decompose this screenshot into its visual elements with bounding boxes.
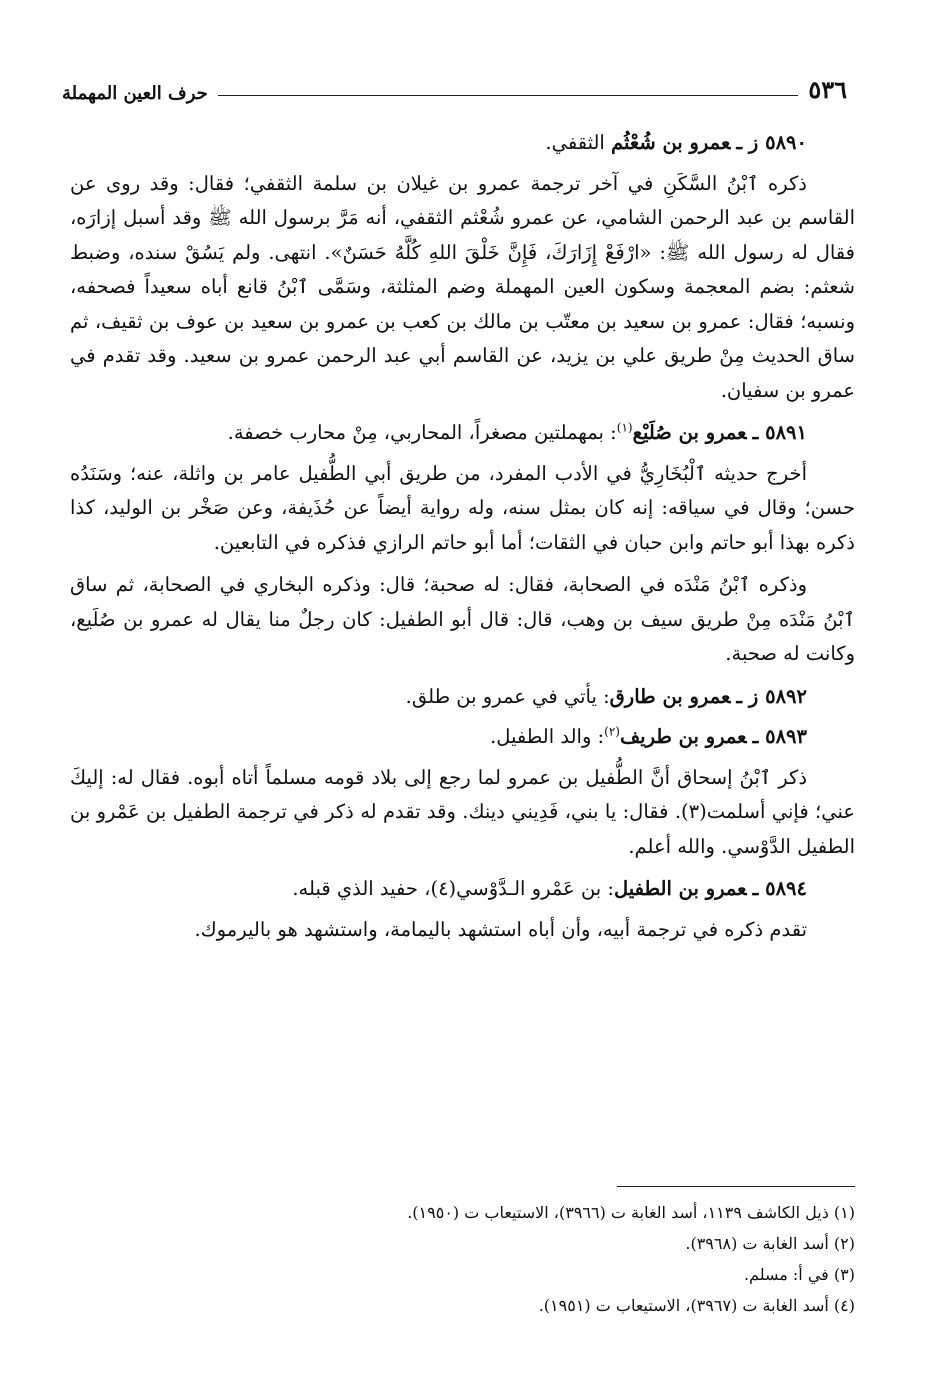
main-text: [70, 126, 855, 955]
entry-name: عمرو بن طارق: [609, 684, 731, 708]
footnote-3: (٣) في أ: مسلم.: [743, 1265, 855, 1284]
entry-name: عمرو بن شُعْثُم: [611, 131, 731, 154]
entry-paragraph: وذكره ٱبْنُ مَنْدَه في الصحابة، فقال: له صحبة؛ قال: وذكره البخاري في الصحابة، ثم ساق ٱبْنُ مَنْدَه مِنْ طريق سيف بن وهب، قال: قال أبو الطفيل: كان رجلٌ منا يقال له عمرو بن صُلَيع، وكانت له صحبة.: [70, 573, 855, 665]
entry-heading-5892: [70, 680, 855, 715]
entry-paragraph: تقدم ذكره في ترجمة أبيه، وأن أباه استشهد باليمامة، واستشهد هو باليرموك.: [194, 917, 807, 941]
entry-description: : والد الطفيل.: [490, 725, 605, 748]
entry-paragraph: ذكره ٱبْنُ السَّكَنِ في آخر ترجمة عمرو بن غيلان بن سلمة الثقفي؛ فقال: وقد روى عن القاسم بن عبد الرحمن الشامي، عن عمرو شُعْثم الثقفي، أنه مَرَّ برسول الله ﷺ وقد أسبل إزارَه، فقال له رسول الله ﷺ: «ارْفَعْ إِزَارَكَ، فَإِنَّ خَلْقَ اللهِ كُلَّهُ حَسَنٌ». انتهى. ولم يَسُقْ سنده، وضبط شعثم: بضم المعجمة وسكون العين المهملة وضم المثلثة، وسَمَّى ٱبْنُ قانع أباه سعيداً فصحفه، ونسبه؛ فقال: عمرو بن سعيد بن معتّب بن مالك بن كعب بن عمرو بن سعيد بن عوف بن ثقيف، ثم ساق الحديث مِنْ طريق علي بن يزيد، عن القاسم أبي عبد الرحمن عمرو بن سعيد. وقد تقدم في عمرو بن سفيان.: [70, 171, 855, 402]
footnote-2: (٢) أسد الغابة ت (٣٩٦٨).: [685, 1234, 855, 1253]
footnote-rule: [617, 1186, 855, 1187]
entry-number: ٥٨٩٤ ـ: [752, 877, 807, 900]
footnote-4: (٤) أسد الغابة ت (٣٩٦٧)، الاستيعاب ت (١٩٥١).: [538, 1296, 855, 1315]
header-rule: [218, 95, 799, 96]
entry-heading-5894: [70, 872, 855, 907]
entry-heading-5891: [70, 416, 855, 451]
entry-name: عمرو بن الطفيل: [614, 877, 747, 900]
entry-description: : بن عَمْرو الـدَّوْسي(٤)، حفيد الذي قبله.: [292, 877, 614, 900]
footnote-1: (١) ذيل الكاشف ١١٣٩، أسد الغابة ت (٣٩٦٦)، الاستيعاب ت (١٩٥٠).: [407, 1203, 855, 1222]
footnote-marker: (١): [616, 420, 633, 435]
entry-number: ٥٨٩٣ ـ: [752, 725, 807, 748]
entry-number: ٥٨٩١ ـ: [752, 421, 807, 444]
page-number: ٥٣٦: [808, 75, 847, 104]
entry-name: عمرو بن طريف: [619, 725, 747, 748]
entry-heading-5893: [70, 720, 855, 755]
entry-number: ٥٨٩٠ ز ـ: [736, 131, 807, 154]
running-title: حرف العين المهملة: [62, 83, 208, 104]
footnotes: [255, 1186, 855, 1321]
entry-paragraph: ذكر ٱبْنُ إسحاق أنَّ الطُّفيل بن عمرو لما رجع إلى بلاد قومه مسلماً أتاه أبوه. فقال له: إليكَ عني؛ فإني أسلمت(٣). فقال: يا بني، فَدِيني دينك. وقد تقدم له ذكر في ترجمة الطفيل بن عَمْرو بن الطفيل الدَّوْسي. والله أعلم.: [70, 765, 855, 858]
footnote-marker: (٢): [604, 724, 620, 739]
entry-paragraph: أخرج حديثه ٱلْبُخَارِيُّ في الأدب المفرد، من طريق أبي الطُّفيل عامر بن واثلة، عنه؛ وسَنَدُه حسن؛ وقال في سياقه: إنه كان بمثل سنه، وله رواية أيضاً عن حُذَيفة، وعن صَخْر بن الوليد، كذا ذكره بهذا أبو حاتم وابن حبان في الثقات؛ أما أبو حاتم الرازي فذكره في التابعين.: [70, 461, 855, 554]
entry-description: الثقفي.: [545, 131, 605, 154]
entry-heading-5890: [70, 126, 855, 161]
running-header: [62, 70, 847, 104]
entry-description: : يأتي في عمرو بن طلق.: [405, 684, 610, 708]
entry-number: ٥٨٩٢ ز ـ: [736, 684, 807, 708]
entry-name: عمرو بن صُلَيْع: [632, 421, 747, 444]
entry-description: : بمهملتين مصغراً، المحاربي، مِنْ محارب خصفة.: [227, 421, 617, 444]
